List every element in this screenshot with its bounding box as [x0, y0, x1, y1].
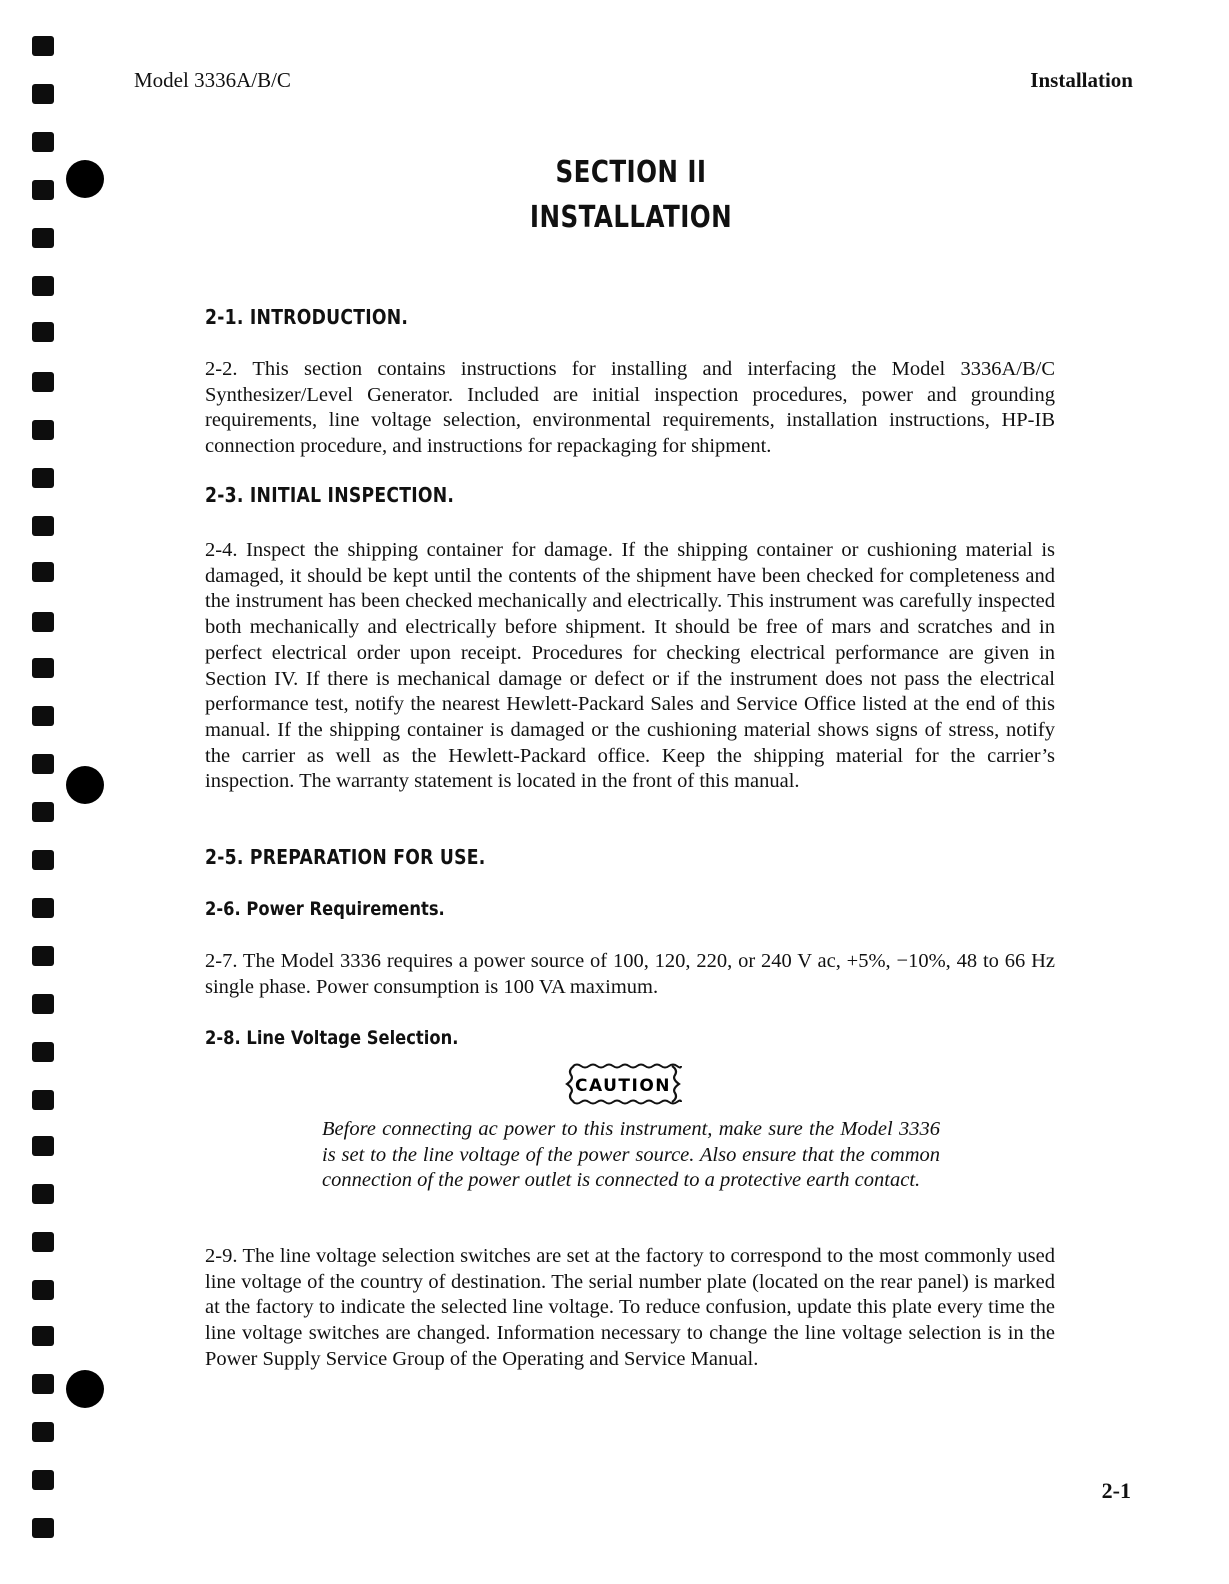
- punch-hole: [66, 1370, 104, 1408]
- page-number: 2-1: [1101, 1478, 1131, 1503]
- heading-power-requirements: 2-6. Power Requirements.: [205, 898, 445, 920]
- heading-line-voltage-selection: 2-8. Line Voltage Selection.: [205, 1027, 459, 1049]
- binding-mark: [32, 1232, 54, 1252]
- binding-mark: [32, 84, 54, 104]
- heading-introduction: 2-1. INTRODUCTION.: [205, 305, 409, 329]
- caution-badge: [563, 1062, 683, 1106]
- binding-mark: [32, 1042, 54, 1062]
- paragraph-2-4: 2-4. Inspect the shipping container for damage. If the shipping container or cushioning material is damaged, it should be kept until the contents of the shipment have been checked for completeness and the instrument has been checked mechanically and electrically. This instrument was carefully inspected both mechanically and electrically before shipment. It should be free of mars and scratches and in perfect electrical order upon receipt. Procedures for checking electrical performance are given in Section IV. If there is mechanical damage or defect or if the instrument does not pass the electrical performance test, notify the nearest Hewlett-Packard Sales and Service Office listed at the end of this manual. If the shipping container is damaged or the cushioning material shows signs of stress, notify the carrier as well as the Hewlett-Packard office. Keep the shipping material for the carrier’s inspection. The warranty statement is located in the front of this manual.: [205, 539, 1055, 793]
- binding-mark: [32, 132, 54, 152]
- heading-preparation-for-use: 2-5. PREPARATION FOR USE.: [205, 845, 486, 869]
- binding-mark: [32, 850, 54, 870]
- header-section-name: Installation: [1030, 68, 1133, 92]
- paragraph-2-7: 2-7. The Model 3336 requires a power source of 100, 120, 220, or 240 V ac, +5%, −10%, 48 to 66 Hz single phase. Power consumption is 100 VA maximum.: [205, 950, 1055, 998]
- heading-initial-inspection: 2-3. INITIAL INSPECTION.: [205, 483, 455, 507]
- binding-mark: [32, 946, 54, 966]
- paragraph-2-2: 2-2. This section contains instructions for installing and interfacing the Model 3336A/B/C Synthesizer/Level Generator. Included are initial inspection procedures, power and grounding requirements, line voltage selection, environmental requirements, installation instructions, HP-IB connection procedure, and instructions for repackaging for shipment.: [205, 358, 1055, 458]
- binding-mark: [32, 322, 54, 342]
- binding-mark: [32, 372, 54, 392]
- page-title: [0, 150, 1229, 240]
- section-number: SECTION II: [555, 155, 707, 190]
- binding-mark: [32, 1518, 54, 1538]
- binding-mark: [32, 1374, 54, 1394]
- binding-mark: [32, 468, 54, 488]
- binding-mark: [32, 1090, 54, 1110]
- binding-mark: [32, 516, 54, 536]
- binding-mark: [32, 994, 54, 1014]
- binding-mark: [32, 754, 54, 774]
- binding-mark: [32, 612, 54, 632]
- binding-mark: [32, 1184, 54, 1204]
- binding-mark: [32, 706, 54, 726]
- header-model: Model 3336A/B/C: [134, 68, 291, 92]
- caution-text: Before connecting ac power to this instrument, make sure the Model 3336 is set to the line voltage of the power source. Also ensure that the common connection of the power outlet is connected to a protective earth contact.: [322, 1118, 940, 1192]
- section-title: INSTALLATION: [529, 200, 733, 235]
- binding-mark: [32, 562, 54, 582]
- binding-mark: [32, 898, 54, 918]
- paragraph-2-9: 2-9. The line voltage selection switches are set at the factory to correspond to the most commonly used line voltage of the country of destination. The serial number plate (located on the rear panel) is marked at the factory to indicate the selected line voltage. To reduce confusion, update this plate every time the line voltage switches are changed. Information necessary to change the line voltage selection is in the Power Supply Service Group of the Operating and Service Manual.: [205, 1245, 1055, 1370]
- binding-mark: [32, 1326, 54, 1346]
- binding-mark: [32, 1470, 54, 1490]
- binding-mark: [32, 276, 54, 296]
- binding-mark: [32, 36, 54, 56]
- binding-mark: [32, 1136, 54, 1156]
- binding-mark: [32, 420, 54, 440]
- caution-label: CAUTION: [574, 1076, 672, 1096]
- binding-mark: [32, 658, 54, 678]
- binding-mark: [32, 1280, 54, 1300]
- binding-mark: [32, 1422, 54, 1442]
- punch-hole: [66, 766, 104, 804]
- binding-mark: [32, 802, 54, 822]
